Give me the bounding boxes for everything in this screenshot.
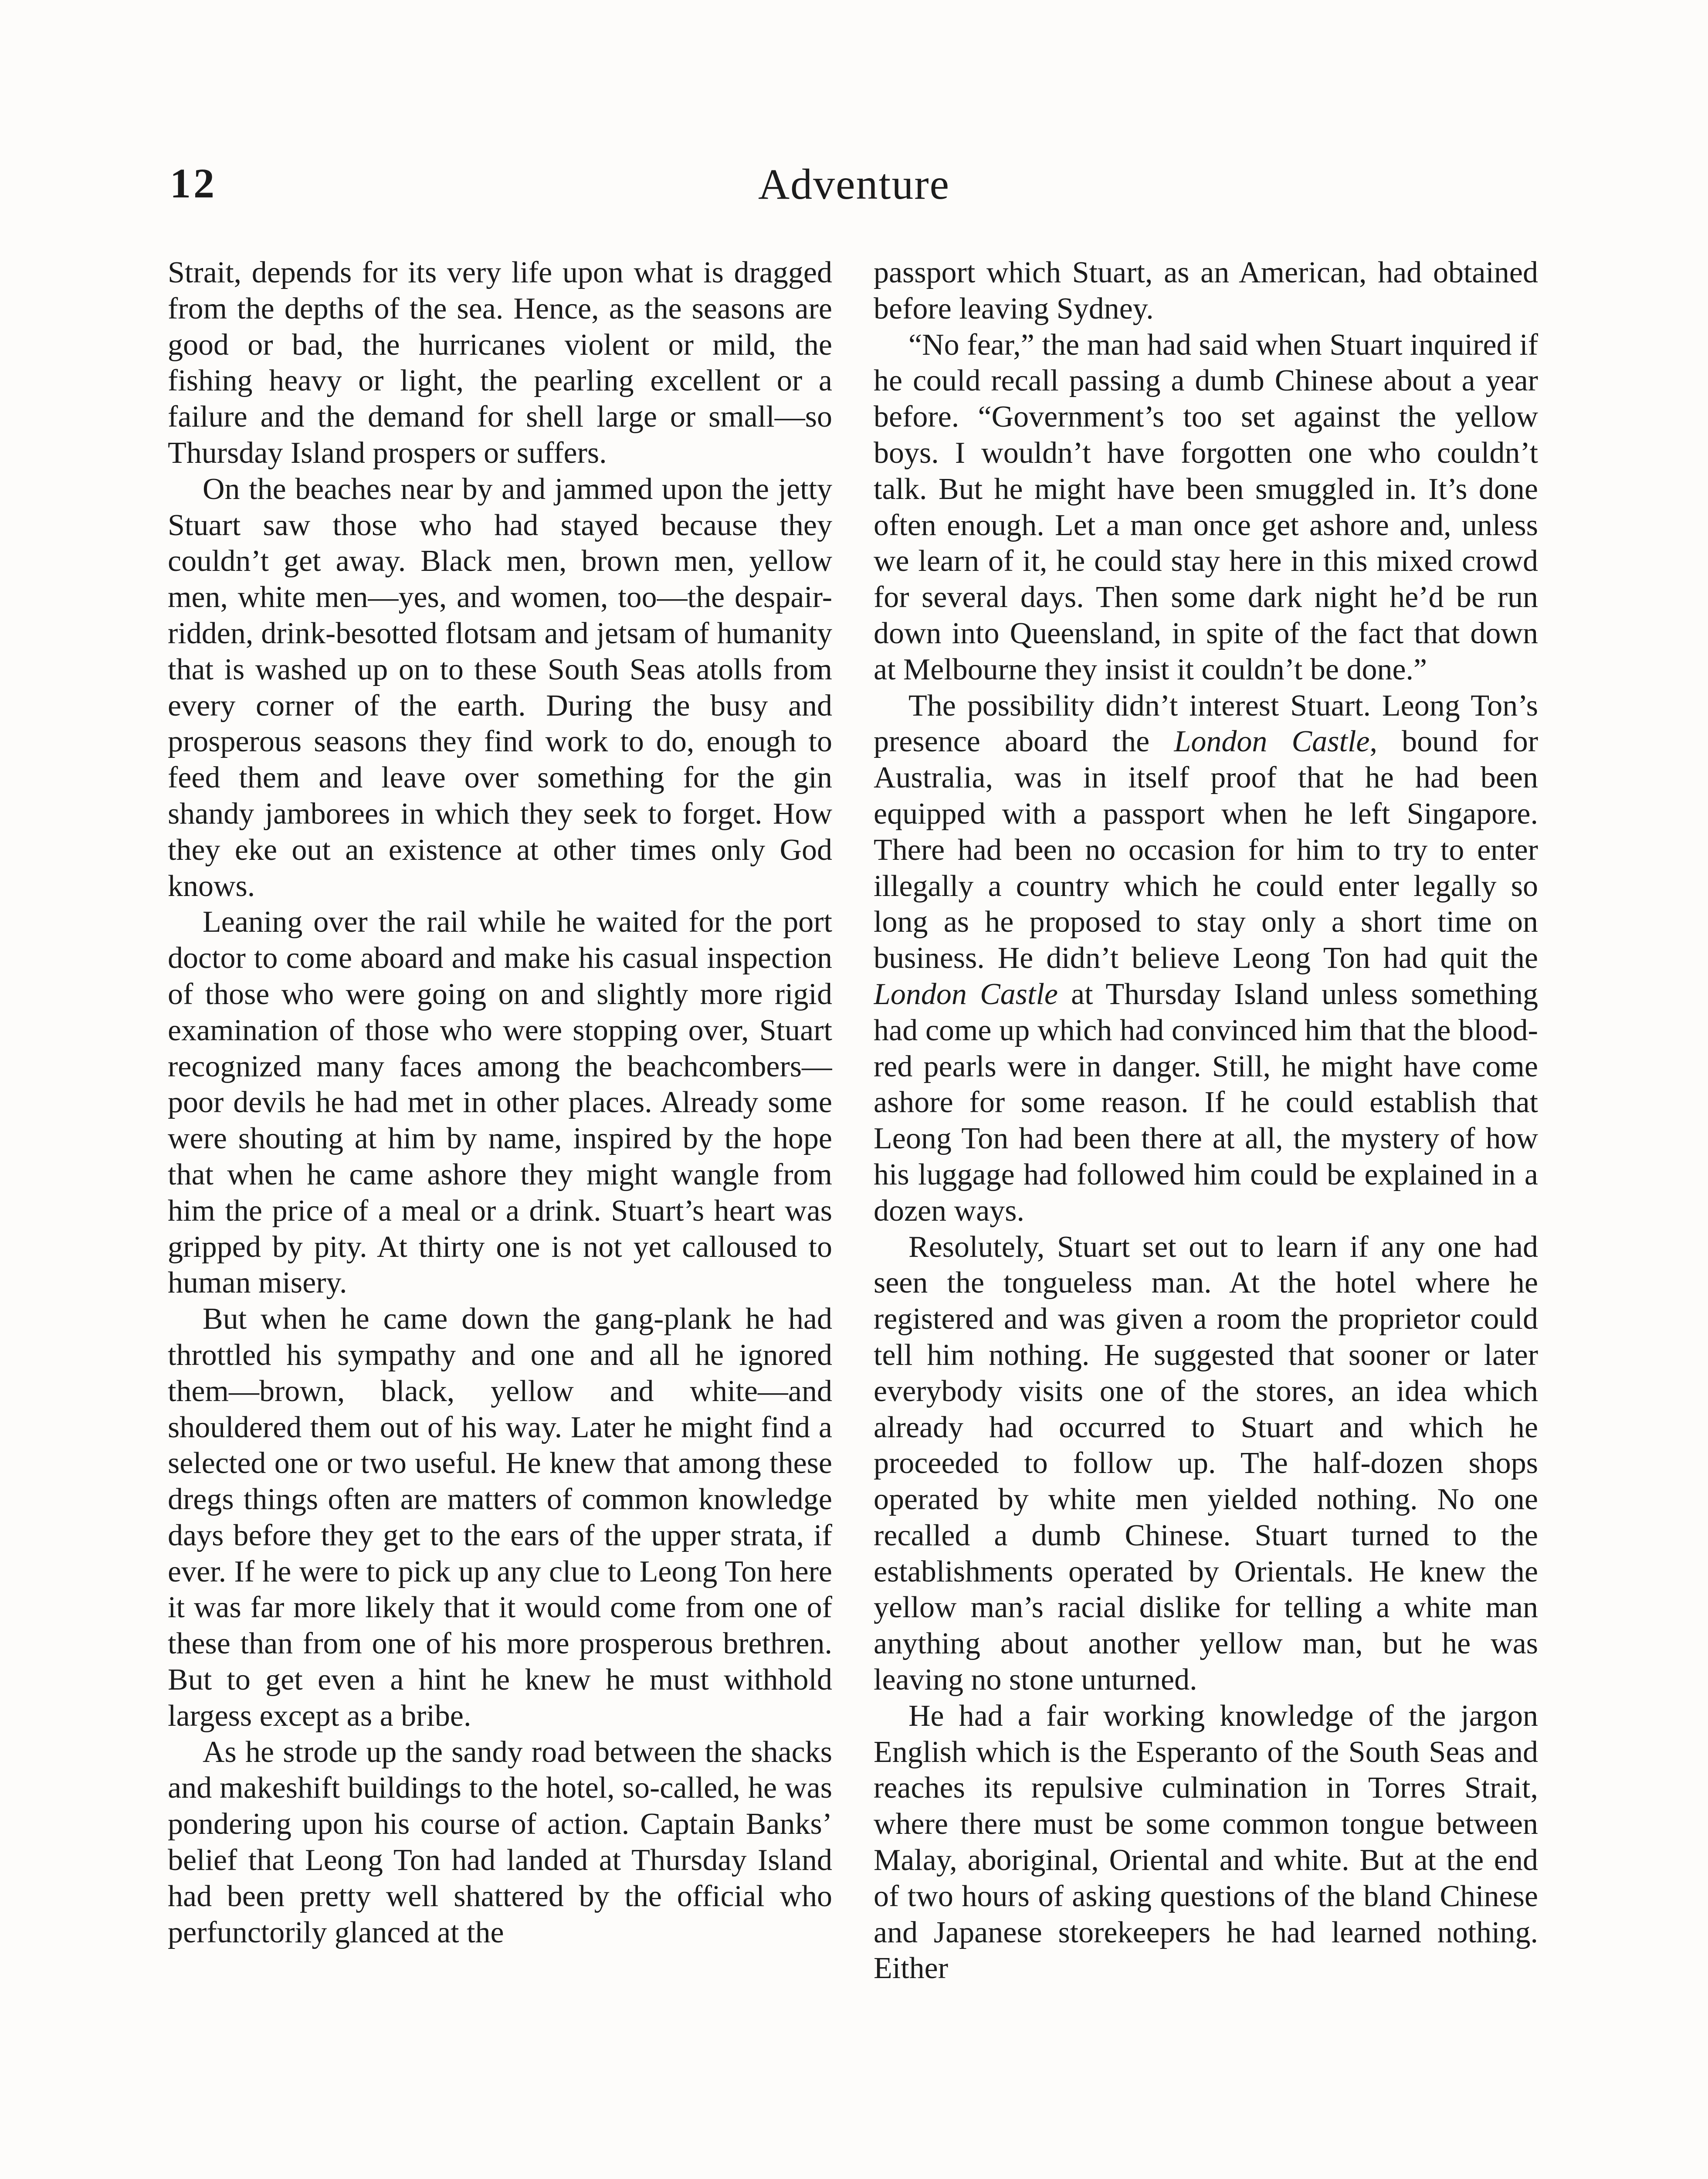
right-column — [874, 255, 1538, 2179]
page-number: 12 — [170, 160, 217, 207]
page-header — [170, 159, 1538, 224]
paragraph — [874, 688, 1538, 1229]
paragraph: Leaning over the rail while he waited for the port doctor to come aboard and make his casual inspection of those who were going on and slightly more rigid examination of those who were stopping over, Stuart recognized many faces among the beachcombers—poor devils he had met in other places. Already some were shouting at him by name, inspired by the hope that when he came ashore they might wangle from him the price of a meal or a drink. Stuart’s heart was gripped by pity. At thirty one is not yet calloused to human misery. — [168, 905, 832, 1300]
paragraph: But when he came down the gang-plank he had throttled his sympathy and one and all he ignored them—brown, black, yellow and white—and shouldered them out of his way. Later he might find a selected one or two useful. He knew that among these dregs things often are matters of common knowledge days before they get to the ears of the upper strata, if ever. If he were to pick up any clue to Leong Ton here it was far more likely that it would come from one of these than from one of his more prosperous brethren. But to get even a hint he knew he must withhold largess except as a bribe. — [168, 1302, 832, 1733]
text-run: at Thursday Island unless something had come up which had convinced him that the blood-red pearls were in danger. Still, he might have come ashore for some reason. If he could establish that Leong Ton had been there at all, the mystery of how his luggage had followed him could be explained in a dozen ways. — [874, 977, 1538, 1228]
paragraph: passport which Stuart, as an American, had obtained before leaving Sydney. — [874, 256, 1538, 326]
running-title: Adventure — [758, 160, 950, 208]
paragraph: “No fear,” the man had said when Stuart inquired if he could recall passing a dumb Chinese about a year before. “Government’s too set against the yellow boys. I wouldn’t have forgotten one who couldn’t talk. But he might have been smuggled in. It’s done often enough. Let a man once get ashore and, unless we learn of it, he could stay here in this mixed crowd for several days. Then some dark night he’d be run down into Queensland, in spite of the fact that down at Melbourne they insist it couldn’t be done.” — [874, 328, 1538, 686]
paragraph: Resolutely, Stuart set out to learn if any one had seen the tongueless man. At the hotel where he registered and was given a room the proprietor could tell him nothing. He suggested that sooner or later everybody visits one of the stores, an idea which already had occurred to Stuart and which he proceeded to follow up. The half-dozen shops operated by white men yielded nothing. No one recalled a dumb Chinese. Stuart turned to the establishments operated by Orientals. He knew the yellow man’s racial dislike for telling a white man anything about another yellow man, but he was leaving no stone unturned. — [874, 1230, 1538, 1697]
ship-name: London Castle — [874, 977, 1058, 1011]
paragraph: Strait, depends for its very life upon what is dragged from the depths of the sea. Hence, as the seasons are good or bad, the hurricanes violent or mild, the fishing heavy or light, the pearling excellent or a failure and the demand for shell large or small—so Thursday Island prospers or suffers. — [168, 256, 832, 470]
paragraph: On the beaches near by and jammed upon the jetty Stuart saw those who had stayed because they couldn’t get away. Black men, brown men, yellow men, white men—yes, and women, too—the despair-ridden, drink-besotted flotsam and jetsam of humanity that is washed up on to these South Seas atolls from every corner of the earth. During the busy and prosperous seasons they find work to do, enough to feed them and leave over something for the gin shandy jamborees in which they seek to forget. How they eke out an existence at other times only God knows. — [168, 472, 832, 903]
ship-name: London Castle — [1174, 725, 1370, 759]
text-run: , bound for Australia, was in itself proof that he had been equipped with a passport when he left Singapore. There had been no occasion for him to try to enter illegally a country which he could enter legally so long as he proposed to stay only a short time on business. He didn’t believe Leong Ton had quit the — [874, 725, 1538, 975]
paragraph: As he strode up the sandy road between the shacks and makeshift buildings to the hotel, so-called, he was pondering upon his course of action. Captain Banks’ belief that Leong Ton had landed at Thursday Island had been pretty well shattered by the official who perfunctorily glanced at the — [168, 1735, 832, 1949]
text-run: The possibility didn’t interest Stuart. Leong Ton’s presence aboard the — [874, 689, 1538, 759]
left-column — [168, 255, 832, 2179]
paragraph: He had a fair working knowledge of the jargon English which is the Esperanto of the South Seas and reaches its repulsive culmination in Torres Strait, where there must be some common tongue between Malay, aboriginal, Oriental and white. But at the end of two hours of asking questions of the bland Chinese and Japanese storekeepers he had learned nothing. Either — [874, 1699, 1538, 1986]
